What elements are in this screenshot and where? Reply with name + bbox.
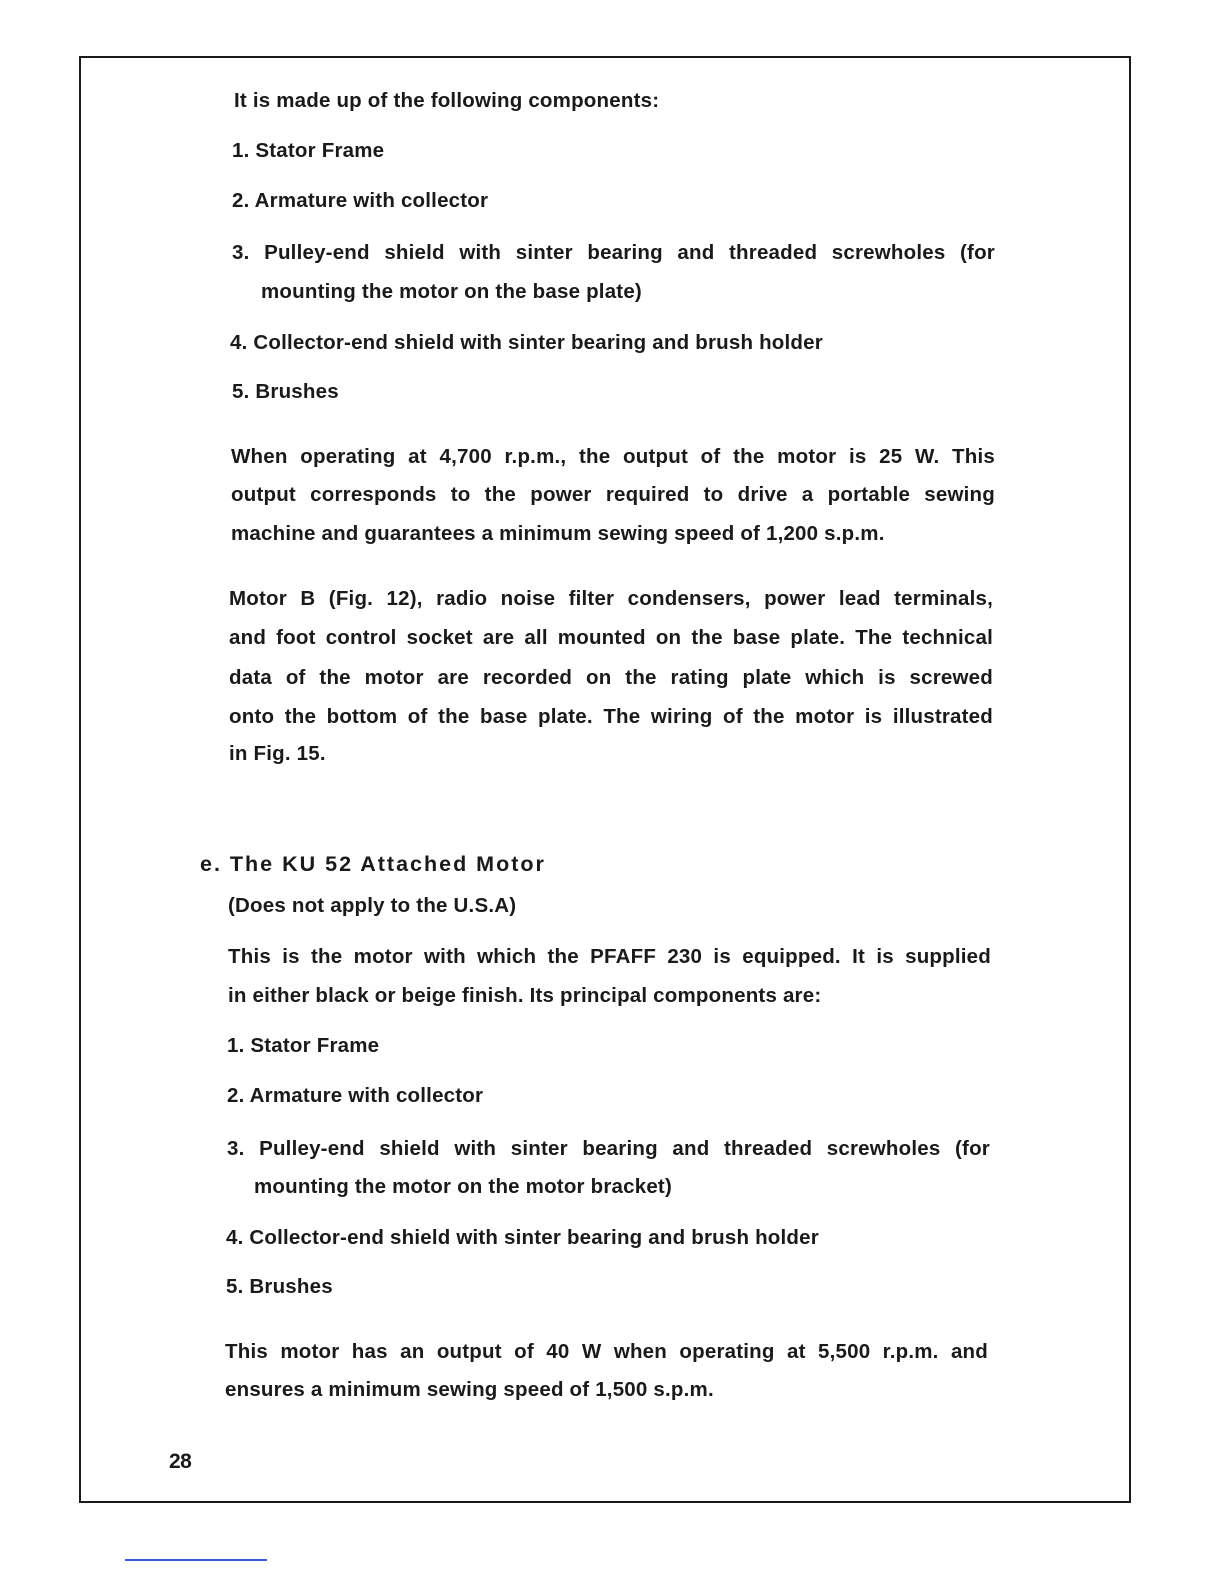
list-item: 3. Pulley-end shield with sinter bearing and threaded screwholes (for <box>232 241 995 264</box>
section-heading: e. The KU 52 Attached Motor <box>200 852 546 876</box>
section-note: (Does not apply to the U.S.A) <box>228 894 517 917</box>
paragraph-line: onto the bottom of the base plate. The wiring of the motor is illustrated <box>229 705 993 728</box>
list-item: 5. Brushes <box>226 1275 333 1298</box>
list-item-continuation: mounting the motor on the motor bracket) <box>254 1175 672 1198</box>
list-item: 3. Pulley-end shield with sinter bearing and threaded screwholes (for <box>227 1137 990 1160</box>
paragraph-line: This motor has an output of 40 W when operating at 5,500 r.p.m. and <box>225 1340 988 1363</box>
list-item: 1. Stator Frame <box>227 1034 380 1057</box>
paragraph-line: and foot control socket are all mounted on the base plate. The technical <box>229 626 993 649</box>
list-item: 2. Armature with collector <box>227 1084 484 1107</box>
link-underline <box>125 1559 267 1561</box>
paragraph-line: When operating at 4,700 r.p.m., the output of the motor is 25 W. This <box>231 445 995 468</box>
paragraph-line: ensures a minimum sewing speed of 1,500 s.p.m. <box>225 1378 714 1401</box>
list-item-continuation: mounting the motor on the base plate) <box>261 280 642 303</box>
paragraph-line: Motor B (Fig. 12), radio noise filter condensers, power lead terminals, <box>229 587 993 610</box>
paragraph-line: This is the motor with which the PFAFF 230 is equipped. It is supplied <box>228 945 991 968</box>
list-item: 1. Stator Frame <box>232 139 385 162</box>
list-item: 2. Armature with collector <box>232 189 489 212</box>
list-item: 4. Collector-end shield with sinter bearing and brush holder <box>226 1226 819 1249</box>
paragraph-line: data of the motor are recorded on the rating plate which is screwed <box>229 666 993 689</box>
paragraph-line: machine and guarantees a minimum sewing speed of 1,200 s.p.m. <box>231 522 885 545</box>
intro-text: It is made up of the following components: <box>234 89 660 112</box>
paragraph-line: output corresponds to the power required to drive a portable sewing <box>231 483 995 506</box>
paragraph-line: in either black or beige finish. Its principal components are: <box>228 984 822 1007</box>
list-item: 4. Collector-end shield with sinter bearing and brush holder <box>230 331 823 354</box>
paragraph-line: in Fig. 15. <box>229 742 326 765</box>
page-number: 28 <box>169 1450 192 1473</box>
list-item: 5. Brushes <box>232 380 339 403</box>
